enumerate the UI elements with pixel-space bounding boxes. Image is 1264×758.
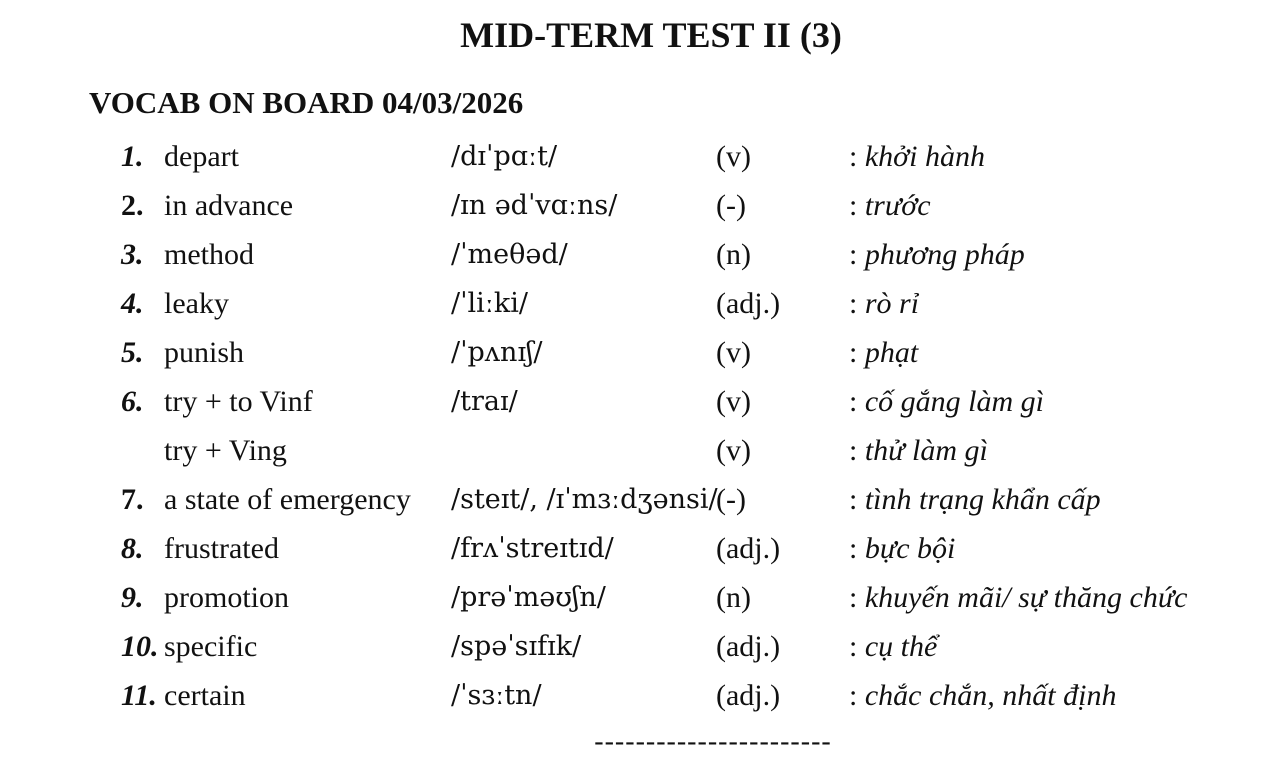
item-number: 6. — [121, 385, 144, 418]
vocab-part-of-speech: (v) — [716, 140, 751, 173]
vocab-word: in advance — [164, 189, 294, 222]
section-heading: VOCAB ON BOARD 04/03/2026 — [89, 85, 524, 120]
vocab-row — [0, 671, 1264, 720]
item-number: 9. — [121, 581, 144, 614]
item-number: 5. — [121, 336, 144, 369]
vocab-word: depart — [164, 140, 239, 173]
vocab-part-of-speech: (v) — [716, 385, 751, 418]
vocab-row — [0, 328, 1264, 377]
vocab-word: punish — [164, 336, 245, 369]
vocab-part-of-speech: (n) — [716, 581, 751, 614]
vocab-meaning: : chắc chắn, nhất định — [849, 679, 1117, 712]
vocab-pronunciation: /spəˈsɪfɪk/ — [451, 631, 582, 662]
vocab-meaning-text: cụ thể — [864, 630, 938, 663]
vocab-meaning-text: cố gắng làm gì — [864, 385, 1044, 418]
vocab-row — [0, 426, 1264, 475]
item-number: 1. — [121, 140, 144, 173]
vocab-meaning-text: tình trạng khẩn cấp — [864, 483, 1101, 516]
vocab-meaning: : tình trạng khẩn cấp — [849, 483, 1101, 516]
vocab-pronunciation: /traɪ/ — [451, 386, 518, 417]
vocab-part-of-speech: (-) — [716, 189, 746, 222]
vocab-meaning: : thử làm gì — [849, 434, 988, 467]
vocab-meaning: : khuyến mãi/ sự thăng chức — [849, 581, 1188, 614]
vocab-meaning-text: khởi hành — [864, 140, 986, 173]
vocab-meaning: : cụ thể — [849, 630, 938, 663]
vocab-meaning: : bực bội — [849, 532, 956, 565]
vocab-meaning: : phạt — [849, 336, 919, 369]
vocab-meaning-text: rò rỉ — [864, 287, 920, 320]
vocab-meaning-text: trước — [864, 189, 931, 222]
vocab-meaning-text: chắc chắn, nhất định — [864, 679, 1117, 712]
vocab-row — [0, 573, 1264, 622]
vocab-row — [0, 622, 1264, 671]
vocab-row — [0, 279, 1264, 328]
vocab-word: certain — [164, 679, 246, 712]
vocab-word: method — [164, 238, 254, 271]
vocab-pronunciation: /frʌˈstreɪtɪd/ — [451, 533, 614, 564]
vocab-row — [0, 377, 1264, 426]
vocab-meaning: : trước — [849, 189, 931, 222]
vocab-part-of-speech: (v) — [716, 434, 751, 467]
vocab-meaning: : cố gắng làm gì — [849, 385, 1044, 418]
vocab-word: leaky — [164, 287, 229, 320]
vocab-row — [0, 524, 1264, 573]
vocab-word: a state of emergency — [164, 483, 411, 516]
vocab-meaning-text: phạt — [864, 336, 919, 369]
vocab-row — [0, 181, 1264, 230]
vocab-pronunciation: /steɪt/, /ɪˈmɜːdʒənsi/ — [451, 484, 718, 515]
vocab-word: try + to Vinf — [164, 385, 313, 418]
vocab-meaning-text: phương pháp — [864, 238, 1025, 271]
vocab-pronunciation: /ɪn ədˈvɑːns/ — [451, 190, 618, 221]
vocab-word: frustrated — [164, 532, 279, 565]
item-number: 11. — [121, 679, 157, 712]
item-number: 7. — [121, 483, 144, 516]
vocab-meaning-text: khuyến mãi/ sự thăng chức — [864, 581, 1188, 614]
item-number: 4. — [121, 287, 144, 320]
vocab-meaning-text: thử làm gì — [864, 434, 988, 467]
vocab-meaning-text: bực bội — [864, 532, 956, 565]
vocab-pronunciation: /dɪˈpɑːt/ — [451, 141, 558, 172]
item-number: 2. — [121, 189, 144, 222]
item-number: 8. — [121, 532, 144, 565]
vocab-meaning: : phương pháp — [849, 238, 1025, 271]
vocab-word: promotion — [164, 581, 289, 614]
vocab-pronunciation: /prəˈməʊʃn/ — [451, 582, 606, 613]
vocab-part-of-speech: (-) — [716, 483, 746, 516]
vocab-part-of-speech: (adj.) — [716, 679, 781, 712]
page-title: MID-TERM TEST II (3) — [460, 15, 842, 55]
vocab-row — [0, 230, 1264, 279]
vocab-meaning: : rò rỉ — [849, 287, 920, 320]
vocab-pronunciation: /ˈliːki/ — [451, 288, 528, 319]
vocab-row — [0, 475, 1264, 524]
vocab-part-of-speech: (v) — [716, 336, 751, 369]
vocab-part-of-speech: (adj.) — [716, 630, 781, 663]
item-number: 10. — [121, 630, 159, 663]
vocab-pronunciation: /ˈpʌnɪʃ/ — [451, 337, 543, 368]
vocab-word: try + Ving — [164, 434, 287, 467]
vocab-list — [0, 132, 1264, 720]
vocab-part-of-speech: (n) — [716, 238, 751, 271]
vocab-pronunciation: /ˈsɜːtn/ — [451, 680, 542, 711]
item-number: 3. — [121, 238, 144, 271]
vocab-row — [0, 132, 1264, 181]
vocab-word: specific — [164, 630, 258, 663]
footer-divider: ----------------------- — [594, 726, 832, 757]
vocab-meaning: : khởi hành — [849, 140, 986, 173]
vocab-part-of-speech: (adj.) — [716, 287, 781, 320]
vocab-part-of-speech: (adj.) — [716, 532, 781, 565]
vocab-pronunciation: /ˈmeθəd/ — [451, 239, 568, 270]
